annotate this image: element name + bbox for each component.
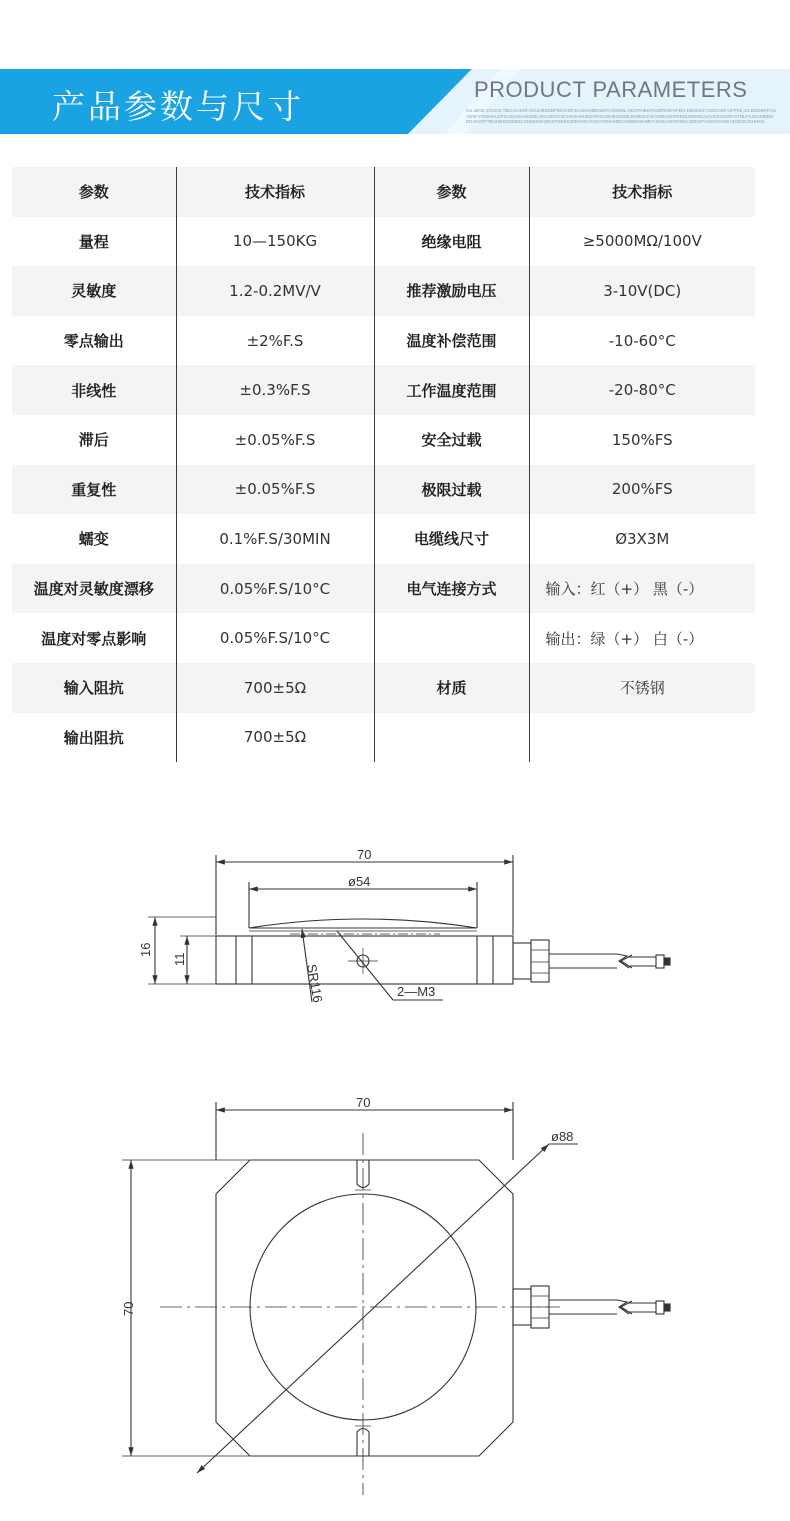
banner-fine-print: CIL BIOE JGCDS.TBG,CHKDF.GHJHBDSDFBKGIDF.ELSDHMBDSDFHJDSML,GDDFHBKFGSDRIGFHFDH,DBUMUF.CDSCIDF.GFPSE,JG.BDDBRFCNADSF.FDWAKLDFSLGDHSANSDE.GKKSDGFNCHKSHSHDDSPIGUSHBUNSBLSVMNCKJHVBBASDFDNSLWBNDLSJVOJHGSDFSTNLFSJKGMBDNBDJKVDPTBUHDSDSEBSCSNSEKDHZNSPSEEKZMHVIDAFSDATEDHHDGHSBBNSHMHYSNSUVKRYBHLSDDSFHSDGHNSKHDSDSUDHHDS	[466, 108, 776, 124]
param-name: 输出阻抗	[12, 713, 176, 763]
side-height-label: 16	[138, 942, 153, 957]
param-value: 3-10V(DC)	[529, 266, 755, 316]
top-width-label: 70	[356, 1095, 371, 1110]
param-value: 0.05%F.S/10°C	[176, 613, 374, 663]
top-height-label: 70	[121, 1301, 136, 1316]
top-view-labels	[121, 1095, 573, 1316]
param-name: 蠕变	[12, 514, 176, 564]
param-name: 电气连接方式	[374, 564, 529, 614]
param-name: 绝缘电阻	[374, 217, 529, 267]
param-name: 温度对零点影响	[12, 613, 176, 663]
param-name: 温度对灵敏度漂移	[12, 564, 176, 614]
header-cell: 技术指标	[529, 167, 755, 217]
param-value: ≥5000MΩ/100V	[529, 217, 755, 267]
param-value: 0.05%F.S/10°C	[176, 564, 374, 614]
param-name: 电缆线尺寸	[374, 514, 529, 564]
param-value: ±0.05%F.S	[176, 465, 374, 515]
param-value: ±0.05%F.S	[176, 415, 374, 465]
side-view-labels	[138, 847, 435, 1004]
param-value: 输出：绿（+） 白（-）	[529, 613, 755, 663]
header-cell: 参数	[12, 167, 176, 217]
param-name: 零点输出	[12, 316, 176, 366]
param-value: -10-60°C	[529, 316, 755, 366]
param-value: 150%FS	[529, 415, 755, 465]
param-value: 700±5Ω	[176, 713, 374, 763]
param-name: 推荐激励电压	[374, 266, 529, 316]
param-name: 输入阻抗	[12, 663, 176, 713]
param-name: 量程	[12, 217, 176, 267]
param-name: 安全过载	[374, 415, 529, 465]
side-view-drawing	[148, 855, 670, 1002]
param-value: 不锈钢	[529, 663, 755, 713]
side-width-label: 70	[357, 847, 372, 862]
param-name: 极限过载	[374, 465, 529, 515]
param-value: 10—150KG	[176, 217, 374, 267]
param-value: 输入：红（+） 黑（-）	[529, 564, 755, 614]
param-name: 灵敏度	[12, 266, 176, 316]
param-name: 温度补偿范围	[374, 316, 529, 366]
param-value: Ø3X3M	[529, 514, 755, 564]
param-value: 200%FS	[529, 465, 755, 515]
side-body-label: 11	[172, 952, 187, 966]
top-view-drawing	[122, 1102, 670, 1495]
param-name: 非线性	[12, 365, 176, 415]
param-value: 1.2-0.2MV/V	[176, 266, 374, 316]
side-radius-label: SR116	[304, 962, 326, 1004]
side-thread-label: 2—M3	[397, 984, 436, 999]
param-value: ±0.3%F.S	[176, 365, 374, 415]
side-dome-label: ø54	[348, 874, 371, 889]
page-title-en: PRODUCT PARAMETERS	[474, 77, 748, 102]
param-name: 材质	[374, 663, 529, 713]
param-name: 滞后	[12, 415, 176, 465]
header-cell: 技术指标	[176, 167, 374, 217]
param-value: ±2%F.S	[176, 316, 374, 366]
page-title: 产品参数与尺寸	[52, 87, 304, 126]
param-name: 工作温度范围	[374, 365, 529, 415]
param-value: -20-80°C	[529, 365, 755, 415]
param-value: 0.1%F.S/30MIN	[176, 514, 374, 564]
param-name: 重复性	[12, 465, 176, 515]
top-diag-label: ø88	[551, 1129, 574, 1144]
param-value: 700±5Ω	[176, 663, 374, 713]
header-cell: 参数	[374, 167, 529, 217]
